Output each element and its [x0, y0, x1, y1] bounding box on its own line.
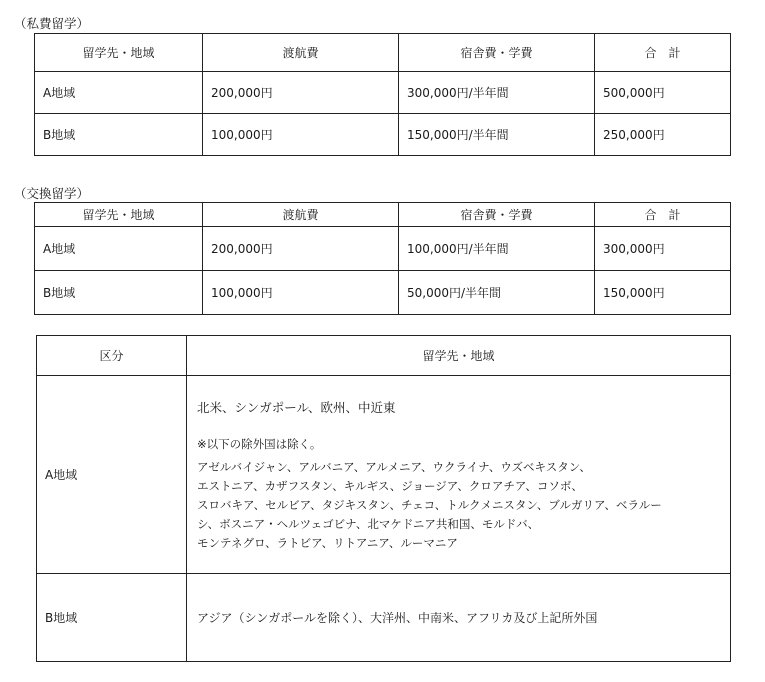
header-destination: 留学先・地域 [35, 34, 203, 72]
exchange-study-table [34, 202, 731, 315]
cell-total: 300,000円 [595, 227, 731, 271]
cell-lodging-tuition: 100,000円/半年間 [399, 227, 595, 271]
header-lodging-tuition: 宿舎費・学費 [399, 34, 595, 72]
region-a-row [37, 376, 731, 574]
region-b-label: B地域 [37, 574, 187, 662]
cell-region: A地域 [35, 72, 203, 114]
cell-travel-cost: 200,000円 [203, 72, 399, 114]
cell-lodging-tuition: 300,000円/半年間 [399, 72, 595, 114]
cell-lodging-tuition: 50,000円/半年間 [399, 271, 595, 315]
cell-travel-cost: 100,000円 [203, 271, 399, 315]
region-a-main: 北米、シンガポール、欧州、中近東 [197, 400, 396, 415]
private-study-label: （私費留学） [14, 16, 90, 31]
table-row [35, 227, 731, 271]
table-header-row [35, 203, 731, 227]
exclusion-line: エストニア、カザフスタン、キルギス、ジョージア、クロアチア、コソボ、 [197, 479, 583, 493]
exclusion-line: モンテネグロ、ラトビア、リトアニア、ルーマニア [197, 536, 458, 550]
header-travel-cost: 渡航費 [203, 203, 399, 227]
table-row [35, 72, 731, 114]
header-travel-cost: 渡航費 [203, 34, 399, 72]
cell-total: 250,000円 [595, 114, 731, 156]
cell-travel-cost: 200,000円 [203, 227, 399, 271]
header-lodging-tuition: 宿舎費・学費 [399, 203, 595, 227]
cell-region: B地域 [35, 271, 203, 315]
region-table [36, 335, 731, 662]
table-row [35, 114, 731, 156]
header-destination: 留学先・地域 [187, 336, 731, 376]
exchange-study-label: （交換留学） [14, 186, 90, 201]
exclusion-line: シ、ボスニア・ヘルツェゴビナ、北マケドニア共和国、モルドバ、 [197, 517, 540, 531]
table-header-row [35, 34, 731, 72]
region-a-label: A地域 [37, 376, 187, 574]
table-header-row [37, 336, 731, 376]
header-total: 合 計 [595, 34, 731, 72]
region-b-content: アジア（シンガポールを除く）、大洋州、中南米、アフリカ及び上記所外国 [187, 574, 731, 662]
cell-total: 150,000円 [595, 271, 731, 315]
table-row [35, 271, 731, 315]
header-total: 合 計 [595, 203, 731, 227]
header-destination: 留学先・地域 [35, 203, 203, 227]
exclusion-note: ※以下の除外国は除く。 [197, 437, 322, 451]
private-study-table [34, 33, 731, 156]
cell-total: 500,000円 [595, 72, 731, 114]
region-a-content [187, 376, 731, 574]
cell-lodging-tuition: 150,000円/半年間 [399, 114, 595, 156]
cell-region: B地域 [35, 114, 203, 156]
cell-region: A地域 [35, 227, 203, 271]
header-category: 区分 [37, 336, 187, 376]
exclusion-line: アゼルバイジャン、アルバニア、アルメニア、ウクライナ、ウズベキスタン、 [197, 460, 591, 474]
cell-travel-cost: 100,000円 [203, 114, 399, 156]
exclusion-line: スロバキア、セルビア、タジキスタン、チェコ、トルクメニスタン、ブルガリア、ベラルー [197, 498, 662, 512]
region-b-row [37, 574, 731, 662]
